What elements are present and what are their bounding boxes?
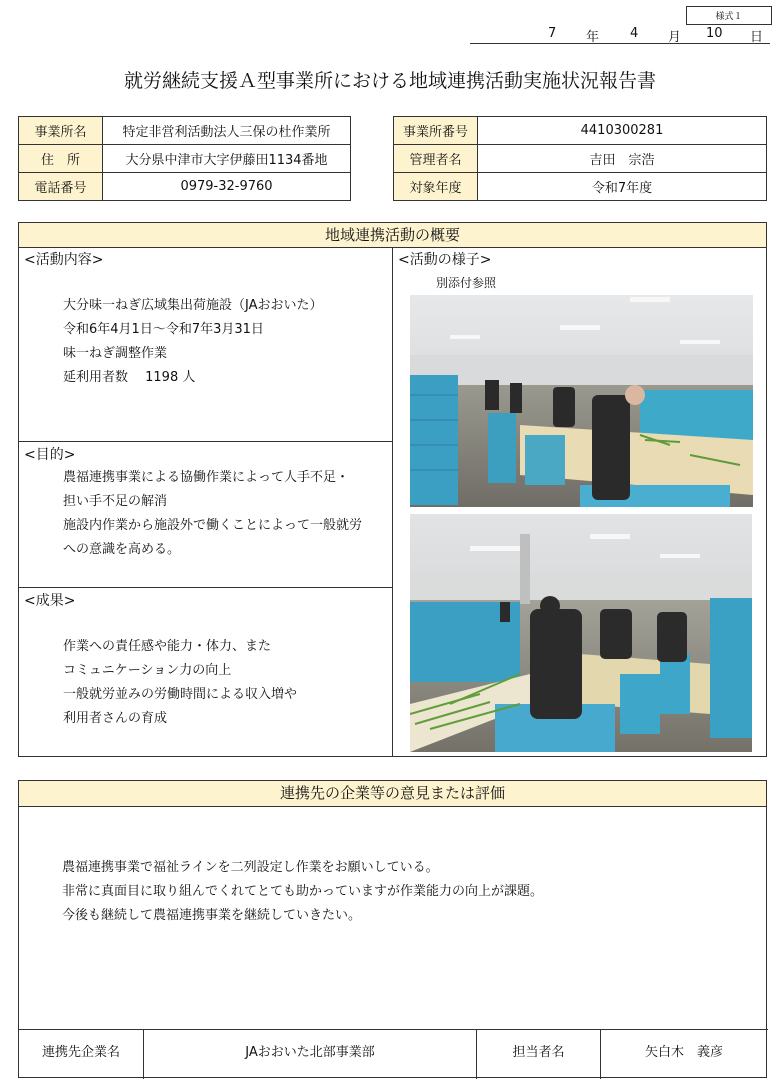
- partner-company-label: 連携先企業名: [41, 1045, 120, 1060]
- fiscal-year-label: 対象年度: [394, 173, 478, 201]
- partner-company-value: JAおおいた北部事業部: [245, 1045, 375, 1060]
- opinion-text: [62, 856, 543, 928]
- purpose-line: 施設内作業から施設外で働くことによって一般就労: [63, 518, 363, 533]
- purpose-line: 農福連携事業による協働作業によって人手不足・: [63, 470, 350, 485]
- result-line: 一般就労並みの労働時間による収入増や: [63, 687, 298, 702]
- purpose-line: 担い手不足の解消: [63, 494, 168, 509]
- photo-note: 別添付参照: [436, 276, 497, 290]
- form-number-badge: 様式１: [686, 6, 772, 25]
- content-line: 味一ねぎ調整作業: [63, 346, 168, 361]
- purpose-text: [63, 466, 362, 562]
- result-label: <成果>: [24, 593, 76, 609]
- address-value: 大分県中津市大字伊藤田1134番地: [103, 145, 351, 173]
- facility-name-value: 特定非営利活動法人三保の杜作業所: [103, 117, 351, 145]
- result-line: コミュニケーション力の向上: [63, 663, 232, 678]
- facility-info-table: [18, 116, 351, 201]
- table-row: [19, 173, 351, 201]
- date-month: 4: [630, 26, 639, 41]
- divider: [19, 587, 392, 588]
- content-line: 令和6年4月1日～令和7年3月31日: [63, 322, 264, 337]
- office-number-value: 4410300281: [478, 117, 767, 145]
- activity-photo-2: [410, 514, 752, 752]
- result-line: 利用者さんの育成: [63, 711, 168, 726]
- activity-photo-1: [410, 295, 753, 507]
- fiscal-year-value: 令和7年度: [478, 173, 767, 201]
- content-line: 大分味一ねぎ広域集出荷施設（JAおおいた）: [63, 298, 323, 313]
- contact-person-value: 矢白木 義彦: [644, 1045, 723, 1060]
- table-row: [19, 145, 351, 173]
- divider: [392, 247, 393, 757]
- date-day-unit: 日: [750, 30, 764, 45]
- report-title: 就労継続支援Ａ型事業所における地域連携活動実施状況報告書: [123, 70, 656, 92]
- date-year-unit: 年: [586, 30, 600, 45]
- phone-value: 0979-32-9760: [103, 173, 351, 201]
- result-line: 作業への責任感や能力・体力、また: [63, 639, 272, 654]
- opinion-line: 非常に真面目に取り組んでくれてとても助かっていますが作業能力の向上が課題。: [62, 884, 544, 899]
- content-line: 延利用者数 1198 人: [63, 370, 196, 385]
- opinion-header: 連携先の企業等の意見または評価: [19, 781, 766, 807]
- divider: [19, 441, 392, 442]
- activity-overview-section: [18, 222, 767, 757]
- phone-label: 電話番号: [19, 173, 103, 201]
- table-row: [394, 145, 767, 173]
- partner-opinion-section: [18, 780, 767, 1078]
- opinion-line: 農福連携事業で福祉ラインを二列設定し作業をお願いしている。: [62, 860, 439, 875]
- manager-label: 管理者名: [394, 145, 478, 173]
- activity-content-text: [63, 294, 323, 390]
- contact-person-label: 担当者名: [512, 1045, 565, 1060]
- result-text: [63, 635, 297, 731]
- manager-value: 吉田 宗浩: [478, 145, 767, 173]
- table-row: [19, 117, 351, 145]
- table-row: [394, 117, 767, 145]
- purpose-line: への意識を高める。: [63, 542, 181, 557]
- facility-name-label: 事業所名: [19, 117, 103, 145]
- table-row: [394, 173, 767, 201]
- management-info-table: [393, 116, 767, 201]
- activity-content-label: <活動内容>: [24, 252, 104, 268]
- date-year: 7: [548, 26, 557, 41]
- address-label: 住 所: [19, 145, 103, 173]
- date-day: 10: [706, 26, 723, 41]
- opinion-line: 今後も継続して農福連携事業を継続していきたい。: [62, 908, 362, 923]
- report-date: [470, 26, 770, 44]
- purpose-label: <目的>: [24, 447, 76, 463]
- overview-header: 地域連携活動の概要: [19, 223, 766, 248]
- office-number-label: 事業所番号: [394, 117, 478, 145]
- activity-photo-label: <活動の様子>: [398, 252, 492, 268]
- date-month-unit: 月: [668, 30, 682, 45]
